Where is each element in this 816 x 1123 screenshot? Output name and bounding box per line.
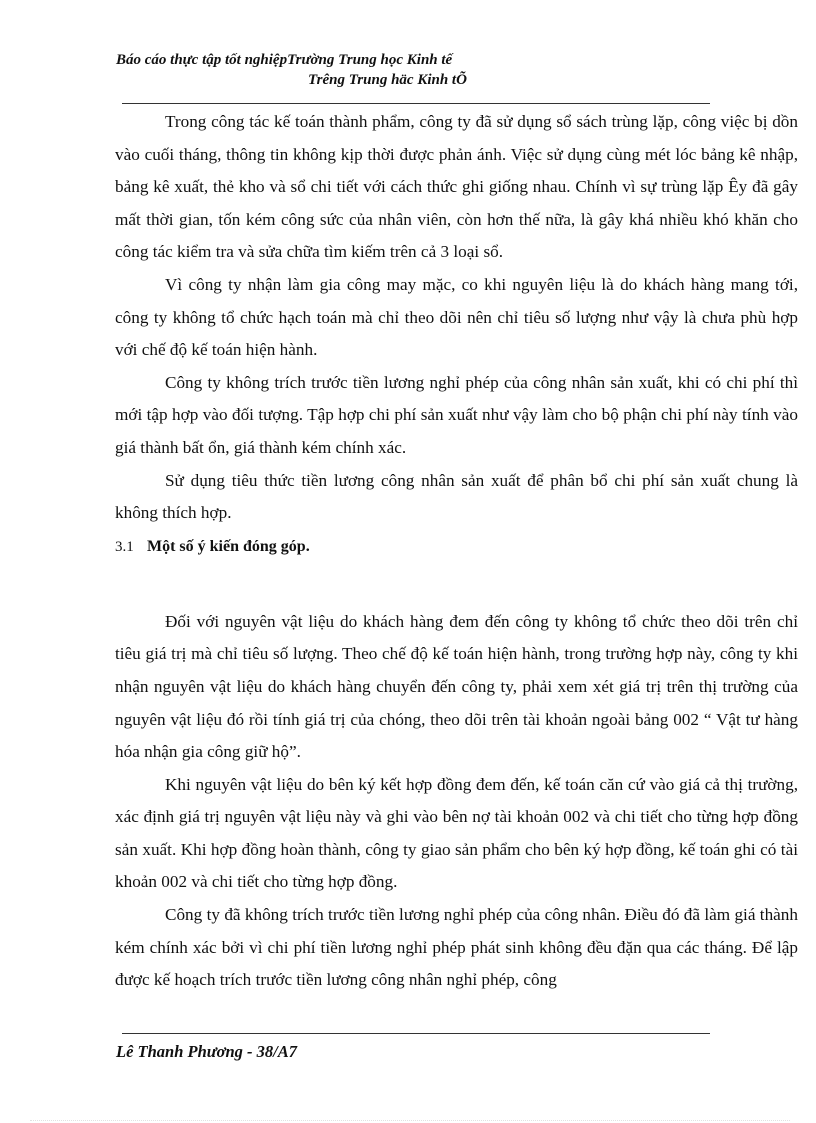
paragraph: Trong công tác kế toán thành phẩm, công ty đã sử dụng sổ sách trùng lặp, công việc bị dồn vào cuối tháng, thông tin không kịp thời được phản ánh. Việc sử dụng cùng mét lóc bảng kê nhập, bảng kê xuất, thẻ kho và sổ chi tiết với cách thức ghi giống nhau. Chính vì sự trùng lặp Êy đã gây mất thời gian, tốn kém công sức của nhân viên, còn hơn thế nữa, là gây khá nhiều khó khăn cho công tác kiểm tra và sửa chữa tìm kiếm trên cả 3 loại sổ. [115,112,798,262]
footer-author: Lê Thanh Phương - 38/A7 [116,1042,298,1061]
paragraph: Khi nguyên vật liệu do bên ký kết hợp đồng đem đến, kế toán căn cứ vào giá cả thị trường, xác định giá trị nguyên vật liệu này và ghi vào bên nợ tài khoản 002 và chi tiết cho từng hợp đồng sản xuất. Khi hợp đồng hoàn thành, công ty giao sản phẩm cho bên ký hợp đồng, kế toán ghi có tài khoản 002 và chi tiết cho từng hợp đồng. [115,774,798,892]
header-title: Báo cáo thực tập tốt nghiệpTrường Trung học Kinh tế [116,52,453,68]
section-title: Một số ý kiến đóng góp. [147,537,310,555]
page-edge [30,1120,790,1121]
section-number: 3.1 [115,538,134,555]
paragraph: Công ty không trích trước tiền lương nghỉ phép của công nhân sản xuất, khi có chi phí thì mới tập hợp vào đối tượng. Tập hợp chi phí sản xuất như vậy làm cho bộ phận chi phí này tính vào giá thành bất ổn, giá thành kém chính xác. [115,372,798,457]
footer-divider [122,1033,710,1034]
page-header [116,50,716,90]
spacer [115,562,798,606]
document-body [115,106,798,997]
header-divider [122,103,710,104]
paragraph: Đối với nguyên vật liệu do khách hàng đem đến công ty không tổ chức theo dõi trên chỉ tiêu giá trị mà chỉ tiêu số lượng. Theo chế độ kế toán hiện hành, trong trường hợp này, công ty khi nhận nguyên vật liệu do khách hàng chuyển đến công ty, phải xem xét giá trị trên thị trường của nguyên vật liệu đó rồi tính giá trị của chóng, theo dõi trên tài khoản ngoài bảng 002 “ Vật tư hàng hóa nhận gia công giữ hộ”. [115,611,798,762]
section-heading [115,530,798,562]
header-subtitle: Trêng Trung häc Kinh tÕ [308,72,467,88]
paragraph: Sử dụng tiêu thức tiền lương công nhân sản xuất để phân bổ chi phí sản xuất chung là không thích hợp. [115,470,798,523]
paragraph: Công ty đã không trích trước tiền lương nghỉ phép của công nhân. Điều đó đã làm giá thành kém chính xác bởi vì chi phí tiền lương nghỉ phép phát sinh không đều đặn qua các tháng. Để lập được kế hoạch trích trước tiền lương công nhân nghỉ phép, công [115,905,798,990]
paragraph: Vì công ty nhận làm gia công may mặc, co khi nguyên liệu là do khách hàng mang tới, công ty không tổ chức hạch toán mà chỉ theo dõi nên chỉ tiêu số lượng như vậy là chưa phù hợp với chế độ kế toán hiện hành. [115,274,798,360]
